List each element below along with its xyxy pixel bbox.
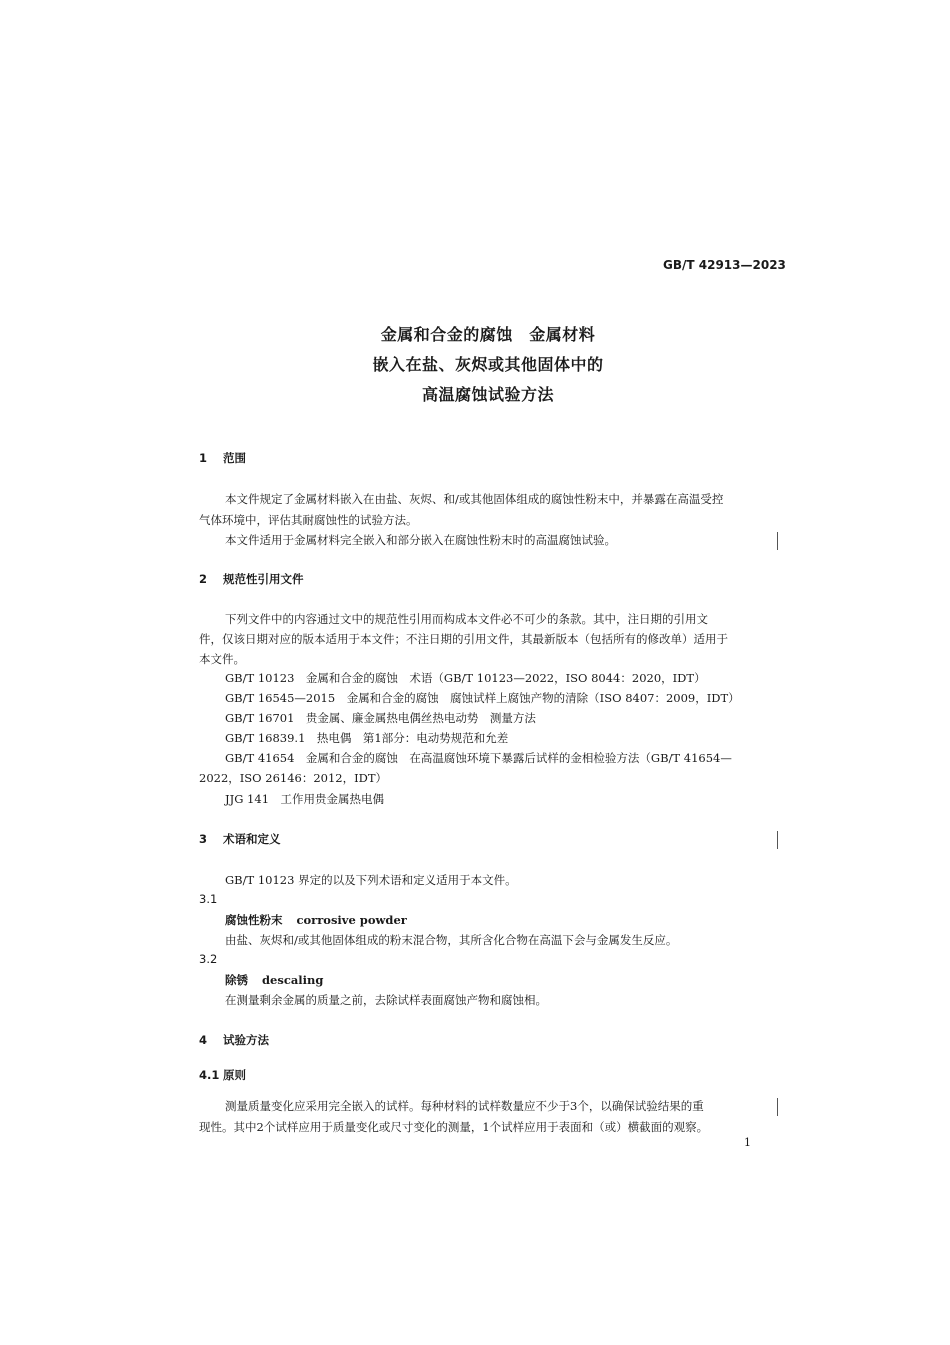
section-1-para-1-line-2: 气体环境中，评估其耐腐蚀性的试验方法。 bbox=[199, 513, 418, 527]
section-3-intro: GB/T 10123 界定的以及下列术语和定义适用于本文件。 bbox=[225, 873, 517, 887]
standard-number: GB/T 42913—2023 bbox=[663, 258, 786, 272]
section-2-intro-line-1: 下列文件中的内容通过文中的规范性引用而构成本文件必不可少的条款。其中，注日期的引用文 bbox=[225, 612, 708, 626]
document-title-line-1: 金属和合金的腐蚀 金属材料 bbox=[380, 325, 596, 344]
section-number: 4 bbox=[199, 1033, 208, 1047]
reference-item: GB/T 41654 金属和合金的腐蚀 在高温腐蚀环境下暴露后试样的金相检验方法（GB/T 41654— bbox=[225, 751, 732, 765]
section-1-para-1-line-1: 本文件规定了金属材料嵌入在由盐、灰烬、和/或其他固体组成的腐蚀性粉末中，并暴露在高温受控 bbox=[225, 492, 724, 506]
subsection-title: 原则 bbox=[223, 1068, 246, 1082]
reference-item: GB/T 16839.1 热电偶 第1部分：电动势规范和允差 bbox=[225, 731, 509, 745]
term-definition: 在测量剩余金属的质量之前，去除试样表面腐蚀产物和腐蚀相。 bbox=[225, 993, 547, 1007]
revision-bar bbox=[777, 1098, 778, 1116]
term-heading bbox=[225, 912, 407, 928]
document-title-line-3: 高温腐蚀试验方法 bbox=[421, 385, 554, 404]
reference-item: GB/T 16701 贵金属、廉金属热电偶丝热电动势 测量方法 bbox=[225, 711, 536, 725]
section-2-intro-line-3: 本文件。 bbox=[199, 652, 245, 666]
section-1-heading bbox=[199, 450, 246, 466]
section-4-1-para-line-2: 现性。其中2个试样应用于质量变化或尺寸变化的测量，1个试样应用于表面和（或）横截面的观察。 bbox=[199, 1120, 709, 1134]
subsection-4-1-heading bbox=[199, 1067, 246, 1083]
term-zh: 除锈 bbox=[225, 973, 248, 987]
revision-bar bbox=[777, 532, 778, 550]
reference-item: JJG 141 工作用贵金属热电偶 bbox=[225, 792, 385, 806]
section-2-heading bbox=[199, 571, 304, 587]
section-4-heading bbox=[199, 1032, 269, 1048]
term-number: 3.1 bbox=[199, 892, 218, 906]
section-number: 1 bbox=[199, 451, 208, 465]
subsection-number: 4.1 bbox=[199, 1068, 220, 1082]
section-4-1-para-line-1: 测量质量变化应采用完全嵌入的试样。每种材料的试样数量应不少于3个，以确保试验结果的重 bbox=[225, 1099, 704, 1113]
section-title: 范围 bbox=[223, 451, 246, 465]
term-en: descaling bbox=[262, 973, 324, 987]
section-2-intro-line-2: 件，仅该日期对应的版本适用于本文件；不注日期的引用文件，其最新版本（包括所有的修改单）适用于 bbox=[199, 632, 728, 646]
term-definition: 由盐、灰烬和/或其他固体组成的粉末混合物，其所含化合物在高温下会与金属发生反应。 bbox=[225, 933, 678, 947]
term-number: 3.2 bbox=[199, 952, 218, 966]
document-title-line-2: 嵌入在盐、灰烬或其他固体中的 bbox=[372, 355, 604, 374]
reference-item: GB/T 10123 金属和合金的腐蚀 术语（GB/T 10123—2022，ISO 8044：2020，IDT） bbox=[225, 671, 706, 685]
section-title: 规范性引用文件 bbox=[223, 572, 304, 586]
reference-item: GB/T 16545—2015 金属和合金的腐蚀 腐蚀试样上腐蚀产物的清除（ISO 8407：2009，IDT） bbox=[225, 691, 740, 705]
section-number: 3 bbox=[199, 832, 208, 846]
term-en: corrosive powder bbox=[296, 913, 407, 927]
section-title: 术语和定义 bbox=[223, 832, 281, 846]
revision-bar bbox=[777, 831, 778, 849]
section-number: 2 bbox=[199, 572, 208, 586]
section-1-para-2: 本文件适用于金属材料完全嵌入和部分嵌入在腐蚀性粉末时的高温腐蚀试验。 bbox=[225, 533, 616, 547]
page-number: 1 bbox=[744, 1136, 751, 1149]
term-zh: 腐蚀性粉末 bbox=[225, 913, 283, 927]
reference-item-continuation: 2022，ISO 26146：2012，IDT） bbox=[199, 771, 388, 785]
section-title: 试验方法 bbox=[223, 1033, 269, 1047]
term-heading bbox=[225, 972, 323, 988]
section-3-heading bbox=[199, 831, 281, 847]
